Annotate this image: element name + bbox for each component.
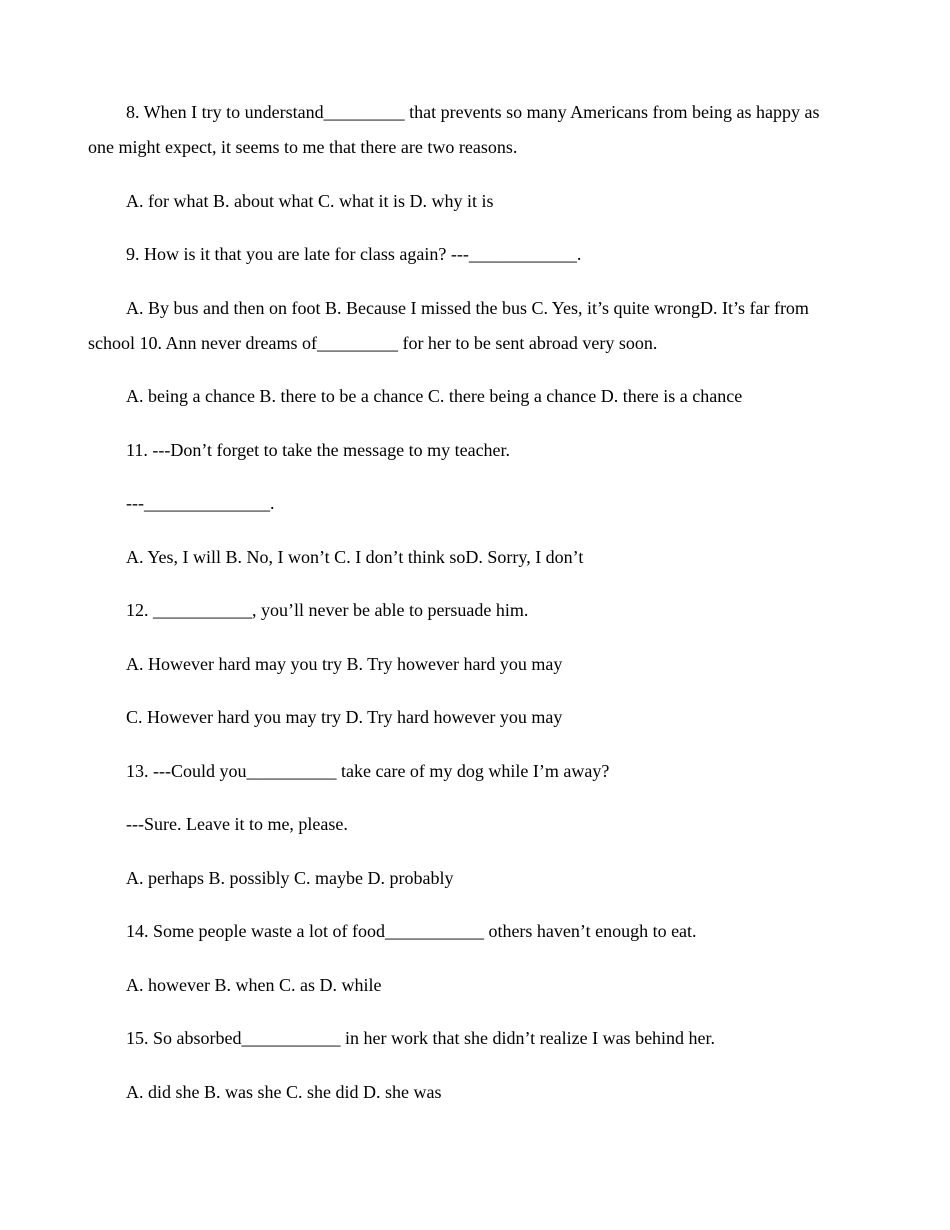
- question-13-options: A. perhaps B. possibly C. maybe D. probably: [126, 867, 454, 888]
- question-14-stem: 14. Some people waste a lot of food___________ others haven’t enough to eat.: [126, 921, 697, 941]
- question-8-options: A. for what B. about what C. what it is D. why it is: [126, 190, 494, 211]
- question-13-stem: 13. ---Could you__________ take care of my dog while I’m away?: [126, 760, 610, 781]
- question-12-options-ab: A. However hard may you try B. Try however hard you may: [126, 653, 563, 674]
- question-12-options-cd: C. However hard you may try D. Try hard however you may: [126, 707, 563, 727]
- question-9-options-question-10-stem: A. By bus and then on foot B. Because I missed the bus C. Yes, it’s quite wrongD. It’s far from school 10. Ann never dreams of_________ for her to be sent abroad very soon.: [88, 297, 809, 353]
- question-9-stem: 9. How is it that you are late for class again? ---____________.: [126, 244, 582, 264]
- question-8-stem: 8. When I try to understand_________ that prevents so many Americans from being as happy as one might expect, it seems to me that there are two reasons.: [88, 102, 820, 157]
- question-12-stem: 12. ___________, you’ll never be able to persuade him.: [126, 600, 529, 620]
- question-15-stem: 15. So absorbed___________ in her work that she didn’t realize I was behind her.: [126, 1028, 716, 1048]
- question-13-response: ---Sure. Leave it to me, please.: [126, 814, 348, 834]
- question-14-options: A. however B. when C. as D. while: [126, 974, 382, 995]
- question-11-response: ---______________.: [126, 493, 275, 513]
- question-11-stem: 11. ---Don’t forget to take the message to my teacher.: [126, 439, 511, 460]
- question-11-options: A. Yes, I will B. No, I won’t C. I don’t think soD. Sorry, I don’t: [126, 546, 584, 567]
- question-10-options: A. being a chance B. there to be a chance C. there being a chance D. there is a chance: [126, 386, 743, 406]
- document-page: [88, 95, 848, 1128]
- question-15-options: A. did she B. was she C. she did D. she was: [126, 1081, 442, 1102]
